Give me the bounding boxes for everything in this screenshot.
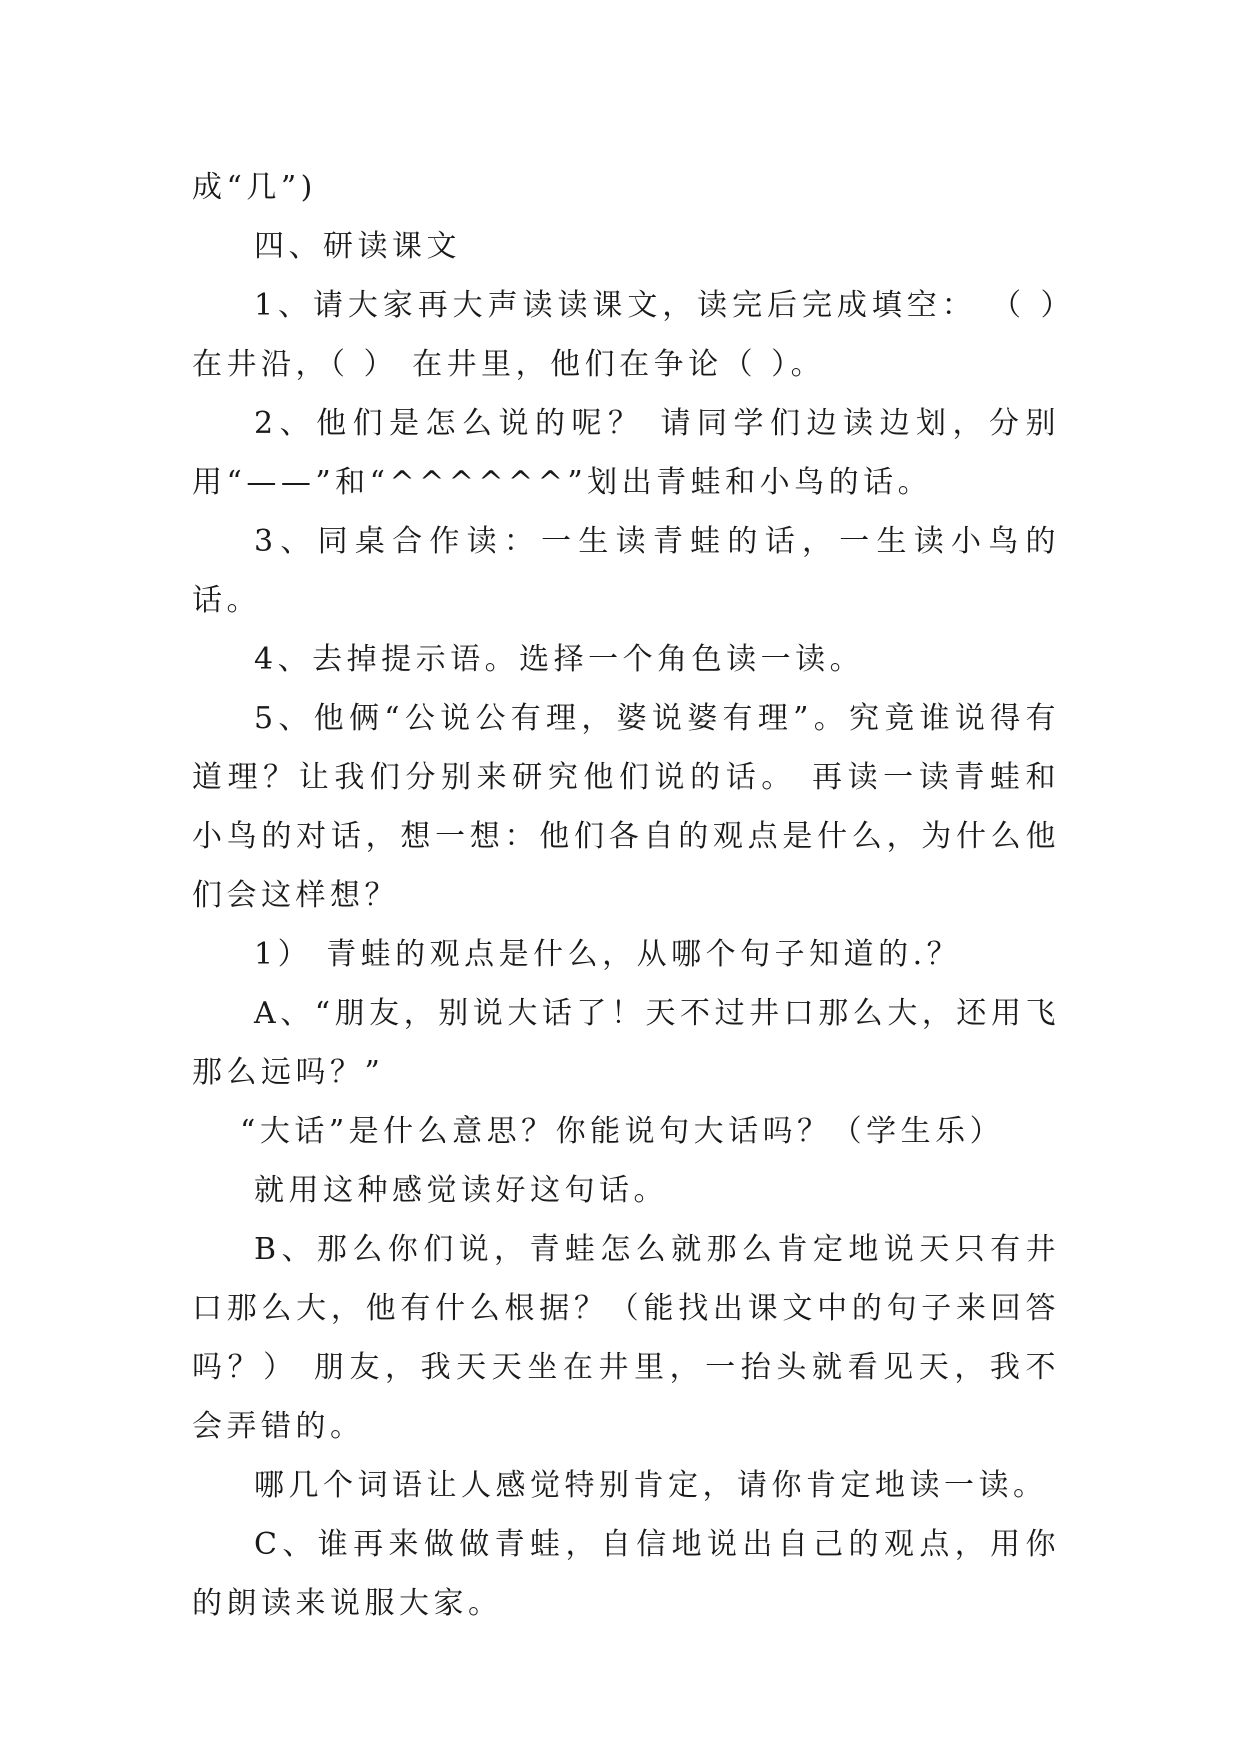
paragraph-read-instruction: 就用这种感觉读好这句话。 [254, 1173, 668, 1208]
paragraph-item-b: B、那么你们说，青蛙怎么就那么肯定地说天只有井口那么大，他有什么根据？（能找出课文中的句子来回答吗？） 朋友，我天天坐在井里，一抬头就看见天，我不会弄错的。 [192, 1232, 1060, 1444]
paragraph-question-big-talk: “大话”是什么意思？你能说句大话吗？（学生乐） [240, 1114, 1005, 1149]
paragraph-continuation: 成“几”) [192, 170, 317, 205]
paragraph-subpoint-1: 1） 青蛙的观点是什么，从哪个句子知道的.？ [254, 937, 962, 972]
paragraph-step-5: 5、他俩“公说公有理，婆说婆有理”。究竟谁说得有道理？让我们分别来研究他们说的话。 再读一读青蛙和小鸟的对话，想一想：他们各自的观点是什么，为什么他们会这样想？ [192, 701, 1060, 913]
section-heading: 四、研读课文 [254, 229, 461, 264]
paragraph-step-2: 2、他们是怎么说的呢？ 请同学们边读边划，分别用“——”和“^^^^^^”划出青蛙和小鸟的话。 [192, 406, 1060, 500]
document-body [192, 158, 1060, 1633]
paragraph-step-1: 1、请大家再大声读读课文，读完后完成填空： （ ）在井沿，（ ） 在井里，他们在争论（ ）。 [192, 288, 1060, 382]
paragraph-word-emphasis: 哪几个词语让人感觉特别肯定，请你肯定地读一读。 [254, 1468, 1048, 1503]
paragraph-step-4: 4、去掉提示语。选择一个角色读一读。 [254, 642, 865, 677]
paragraph-item-a: A、“朋友，别说大话了！天不过井口那么大，还用飞那么远吗？” [192, 996, 1060, 1090]
paragraph-item-c: C、谁再来做做青蛙，自信地说出自己的观点，用你的朗读来说服大家。 [192, 1527, 1060, 1621]
paragraph-step-3: 3、同桌合作读：一生读青蛙的话，一生读小鸟的话。 [192, 524, 1060, 618]
